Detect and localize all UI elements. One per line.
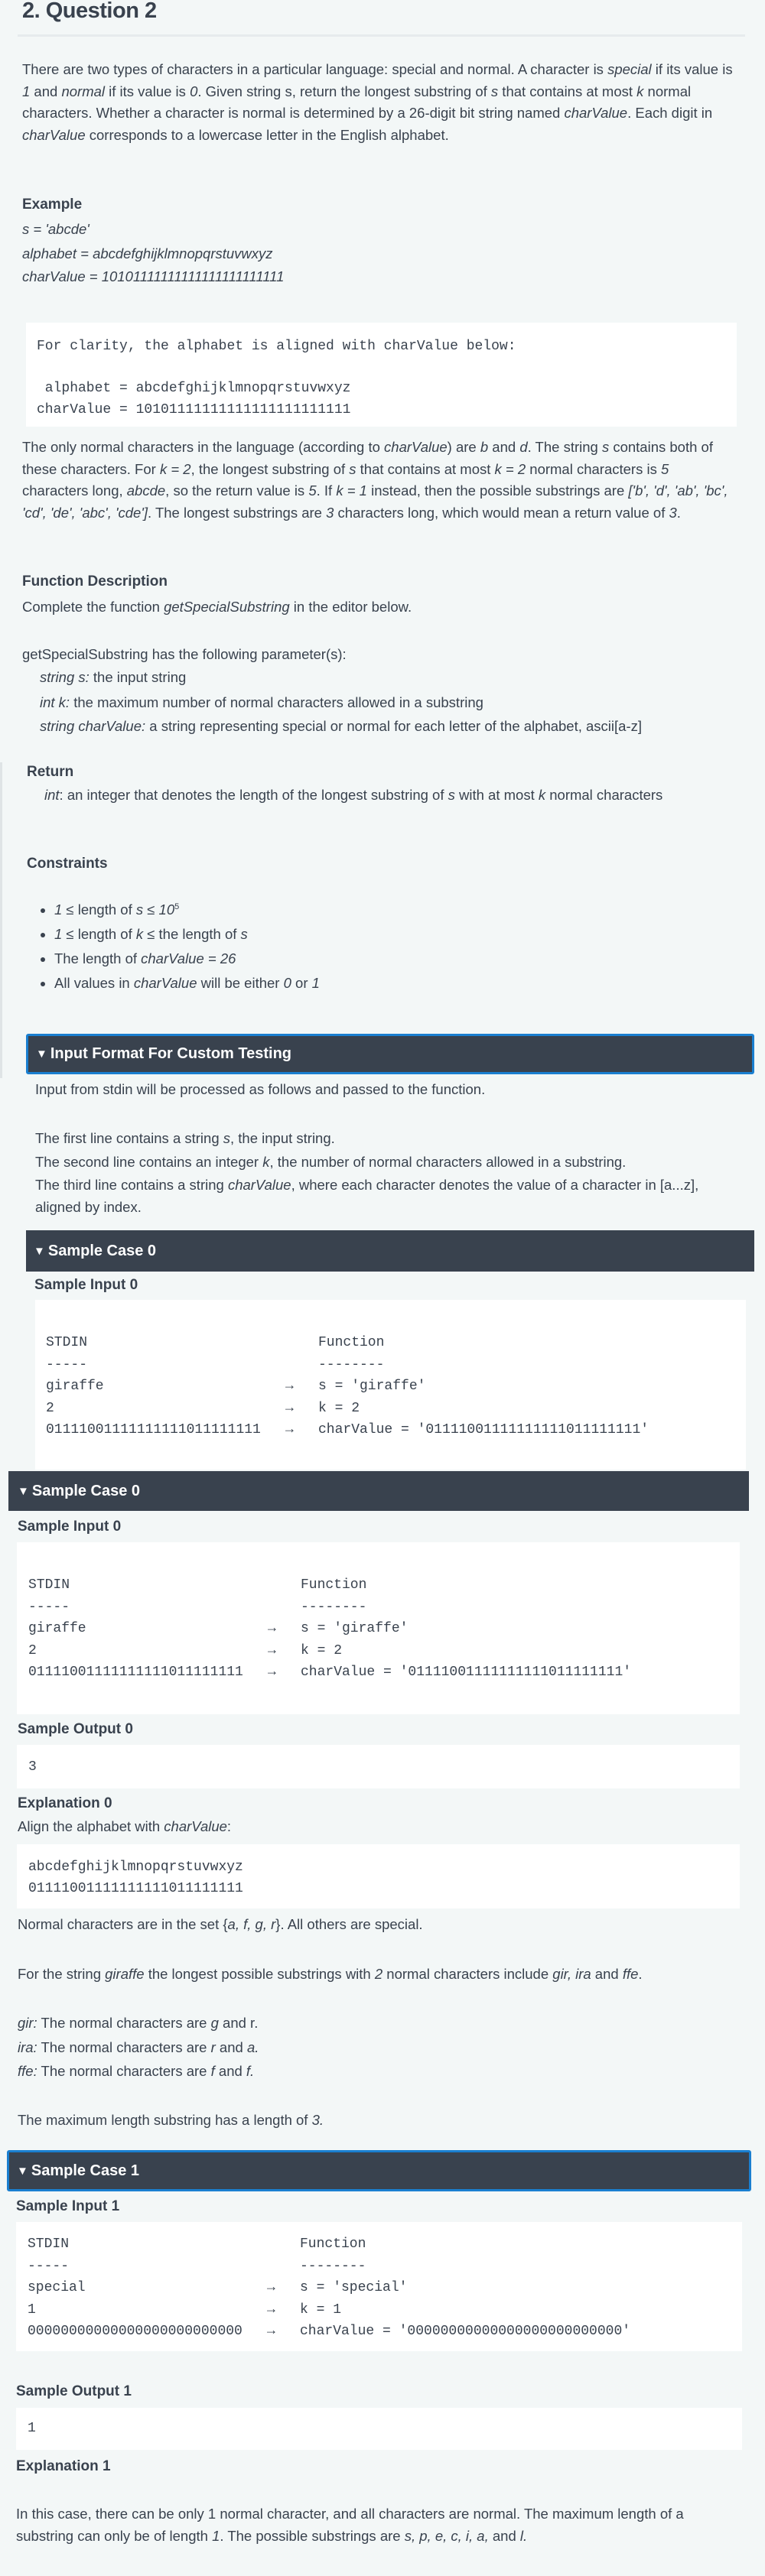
text-segment: if its value is xyxy=(105,83,190,99)
text-segment: 3. xyxy=(311,2112,324,2128)
constraint-item xyxy=(54,922,320,947)
text-segment: . The string xyxy=(527,439,602,455)
text-segment: special xyxy=(607,61,652,77)
text-segment: charValue xyxy=(227,1177,291,1193)
function-header: Function xyxy=(300,2237,366,2252)
arrow-icon: → xyxy=(268,1621,276,1636)
text-segment: s xyxy=(240,926,248,943)
text-segment: that contains at most xyxy=(498,83,637,99)
explanation-details xyxy=(18,2011,259,2084)
text-segment: 5 xyxy=(660,460,669,477)
detail-gir xyxy=(18,2011,259,2035)
text-segment: f xyxy=(210,2063,215,2079)
stdin-function-table xyxy=(28,1574,631,1684)
input-format-lines xyxy=(35,1126,747,1218)
text-segment: charValue = 26 xyxy=(141,950,236,967)
arrow-icon: → xyxy=(268,1665,276,1680)
text-segment: s xyxy=(448,787,455,803)
normal-set-text xyxy=(18,1914,423,1936)
text-segment: , so the return value is xyxy=(165,482,309,499)
stdin-value: 01111001111111111011111111 xyxy=(28,1665,243,1680)
constraint-item xyxy=(54,971,320,996)
stdin-value: 00000000000000000000000000 xyxy=(28,2324,243,2339)
spacer xyxy=(268,1597,301,1619)
text-segment: g xyxy=(210,2015,219,2031)
spacer xyxy=(268,1574,301,1597)
text-segment: s, p, e, c, i, a, xyxy=(404,2527,489,2544)
text-segment: and xyxy=(215,2038,247,2055)
text-segment: The only normal characters in the language (according to xyxy=(22,439,385,455)
text-segment: f. xyxy=(246,2063,255,2079)
text-segment: The normal characters are xyxy=(37,2038,211,2055)
text-segment: the input string xyxy=(89,669,187,685)
function-value: k = 2 xyxy=(301,1642,343,1658)
text-segment: a string representing special or normal for each letter of the alphabet, ascii[a-z] xyxy=(145,718,643,735)
text-segment: corresponds to a lowercase letter in the English alphabet. xyxy=(85,127,449,144)
text-segment: . xyxy=(638,1966,643,1982)
function-header: Function xyxy=(301,1577,367,1593)
constraints-list xyxy=(27,895,320,996)
stdin-value: 01111001111111111011111111 xyxy=(46,1422,261,1437)
text-segment: characters long, which would mean a return value of xyxy=(334,505,669,521)
text-segment: s xyxy=(601,439,610,455)
sample-input-block xyxy=(35,1300,746,1470)
text-segment: gir: xyxy=(18,2015,37,2031)
text-segment: Align the alphabet with xyxy=(18,1818,164,1834)
function-value: k = 1 xyxy=(300,2302,342,2318)
spacer xyxy=(285,1354,318,1376)
text-segment: 3 xyxy=(669,505,677,521)
function-value: k = 2 xyxy=(318,1400,360,1416)
text-segment: , the input string. xyxy=(230,1130,335,1146)
text-segment: b xyxy=(480,439,489,455)
function-header: Function xyxy=(318,1335,385,1350)
text-segment: gir, ira xyxy=(552,1966,591,1982)
detail-ffe xyxy=(18,2059,259,2084)
text-segment: ira: xyxy=(18,2038,37,2055)
text-segment: and r. xyxy=(218,2015,259,2031)
text-segment: 0 xyxy=(190,83,198,99)
text-segment: string s: xyxy=(40,669,90,685)
text-segment: getSpecialSubstring xyxy=(164,599,290,615)
text-segment: normal characters. Whether a character is normal is determined by a 26-digit bit string named xyxy=(22,83,692,122)
text-segment: int k: xyxy=(40,694,70,710)
function-separator: -------- xyxy=(300,2258,366,2274)
text-segment: There are two types of characters in a particular language: special and normal. A character is xyxy=(22,61,608,77)
function-value: charValue = '01111001111111111011111111' xyxy=(318,1422,649,1437)
text-segment: and xyxy=(488,439,520,455)
text-segment: int xyxy=(44,787,60,803)
text-segment: 5 xyxy=(308,482,317,499)
text-segment: 1 xyxy=(311,975,320,992)
constraint-item xyxy=(54,947,320,971)
text-segment: characters long, xyxy=(22,482,127,499)
text-segment: and xyxy=(214,2063,246,2079)
function-value: charValue = '01111001111111111011111111' xyxy=(301,1665,632,1680)
text-segment: instead, then the possible substrings are xyxy=(366,482,629,499)
text-segment: a, f, g, r xyxy=(227,1916,276,1932)
detail-ira xyxy=(18,2035,259,2060)
triangle-down-icon: ▼ xyxy=(36,1048,47,1061)
triangle-down-icon: ▼ xyxy=(34,1244,45,1258)
text-segment: that contains at most xyxy=(356,460,495,477)
function-description-heading: Function Description xyxy=(22,573,168,590)
sample-output-heading: Sample Output 0 xyxy=(18,1721,133,1737)
arrow-icon: → xyxy=(267,2302,275,2318)
sample-output-block xyxy=(17,1745,740,1788)
text-segment: s xyxy=(490,83,499,99)
text-segment: length of xyxy=(77,926,136,943)
stdin-header: STDIN xyxy=(28,1577,70,1593)
stdin-value: special xyxy=(28,2280,86,2295)
sample-case-0-toggle[interactable] xyxy=(8,1471,749,1511)
text-segment: 2 xyxy=(374,1966,383,1982)
text-segment: charValue xyxy=(384,439,448,455)
sample-case-header: Sample Case 0 xyxy=(31,1482,141,1499)
text-segment: r xyxy=(210,2038,216,2055)
text-segment: charValue xyxy=(164,1818,227,1834)
constraint-item xyxy=(54,895,320,922)
text-segment: normal characters xyxy=(545,787,663,803)
text-segment: The second line contains an integer xyxy=(35,1154,263,1170)
explanation-text xyxy=(16,2503,743,2547)
sample-input-heading: Sample Input 0 xyxy=(34,1277,138,1293)
text-segment: and xyxy=(30,83,62,99)
function-separator: -------- xyxy=(318,1356,385,1372)
text-segment: The normal characters are xyxy=(37,2063,211,2079)
text-segment: the longest possible substrings with xyxy=(144,1966,375,1982)
text-segment: 1 ≤ xyxy=(54,926,78,943)
text-segment: k xyxy=(636,83,644,99)
function-value: s = 'giraffe' xyxy=(318,1379,426,1394)
text-segment: , where each character denotes the value of a character in [a...z], aligned by index. xyxy=(35,1177,699,1215)
text-segment: . Given string s, return the longest substring of xyxy=(197,83,491,99)
clarity-code-block xyxy=(26,323,737,427)
stdin-value: giraffe xyxy=(28,1621,86,1636)
text-segment: normal xyxy=(61,83,106,99)
align-code: abcdefghijklmnopqrstuvwxyz 01111001111111111011111111 xyxy=(28,1860,243,1896)
text-segment: : xyxy=(226,1818,232,1834)
section-left-rule xyxy=(0,762,2,1078)
page-title: 2. Question 2 xyxy=(22,0,157,23)
arrow-icon: → xyxy=(285,1379,294,1394)
param-charvalue xyxy=(22,716,741,738)
triangle-down-icon: ▼ xyxy=(18,1484,29,1498)
stdin-value: 1 xyxy=(28,2302,36,2318)
text-segment: . The longest substrings are xyxy=(148,505,327,521)
text-segment: normal characters is xyxy=(526,460,661,477)
text-segment: ffe: xyxy=(18,2063,37,2079)
text-segment: length of xyxy=(77,901,136,918)
sample-case-header: Sample Case 1 xyxy=(31,2162,140,2179)
example-alphabet: alphabet = abcdefghijklmnopqrstuvwxyz xyxy=(22,245,273,261)
text-segment: k = 2 xyxy=(494,460,526,477)
input-line-2 xyxy=(35,1150,747,1174)
example-explanation xyxy=(22,437,737,525)
text-segment: . The possible substrings are xyxy=(220,2527,405,2544)
input-format-toggle[interactable] xyxy=(26,1034,754,1074)
function-description-text xyxy=(22,596,412,619)
stdin-header: STDIN xyxy=(46,1335,88,1350)
text-segment: k = 1 xyxy=(336,482,367,499)
text-segment: 1 xyxy=(22,83,31,99)
example-charvalue: charValue = 10101111111111111111111111 xyxy=(22,268,285,284)
text-segment: The third line contains a string xyxy=(35,1177,228,1193)
sample-input-block xyxy=(17,1542,740,1714)
text-segment: if its value is xyxy=(651,61,733,77)
example-s: s = 'abcde' xyxy=(22,221,90,237)
arrow-icon: → xyxy=(267,2280,275,2295)
text-segment: In this case, there can be only 1 normal character, and all characters are normal. The maximum length of a substring can only be of length xyxy=(16,2506,684,2544)
text-segment: or xyxy=(291,975,312,992)
sample-output-block xyxy=(16,2408,742,2450)
return-heading: Return xyxy=(27,764,74,780)
sample-output-value: 1 xyxy=(28,2421,36,2436)
function-value: charValue = '00000000000000000000000000' xyxy=(300,2324,631,2339)
sample-input-block xyxy=(16,2222,742,2351)
text-segment: . If xyxy=(316,482,337,499)
sample-case-1-toggle[interactable] xyxy=(7,2150,751,2191)
param-s xyxy=(22,667,741,689)
arrow-icon: → xyxy=(285,1400,294,1416)
param-k xyxy=(22,692,741,714)
stdin-header: STDIN xyxy=(28,2237,70,2252)
text-segment: string charValue: xyxy=(40,718,146,735)
text-segment: in the editor below. xyxy=(289,599,412,615)
return-text xyxy=(27,784,715,807)
text-segment: , the longest substring of xyxy=(190,460,350,477)
text-segment: abcde xyxy=(126,482,166,499)
text-segment: l. xyxy=(519,2527,528,2544)
sample-case-header: Sample Case 0 xyxy=(47,1242,157,1259)
sample-output-heading: Sample Output 1 xyxy=(16,2383,132,2399)
explanation-heading: Explanation 1 xyxy=(16,2458,111,2474)
params-list xyxy=(22,667,741,738)
stdin-value: giraffe xyxy=(46,1379,104,1394)
text-segment: will be either xyxy=(197,975,284,992)
text-segment: 5 xyxy=(174,902,180,911)
text-segment: . Each digit in xyxy=(627,105,713,122)
text-segment: All values in xyxy=(54,975,134,992)
text-segment: Normal characters are in the set { xyxy=(18,1916,228,1932)
spacer xyxy=(267,2233,300,2256)
text-segment: charValue xyxy=(22,127,86,144)
text-segment: s ≤ 10 xyxy=(135,901,175,918)
text-segment: k = 2 xyxy=(159,460,191,477)
function-separator: -------- xyxy=(301,1599,367,1615)
constraints-heading: Constraints xyxy=(27,856,108,872)
input-format-header: Input Format For Custom Testing xyxy=(50,1045,292,1062)
text-segment: 1 xyxy=(212,2527,220,2544)
text-segment: : an integer that denotes the length of the longest substring of xyxy=(59,787,448,803)
conclusion-text xyxy=(18,2110,324,2132)
stdin-value: 2 xyxy=(28,1642,37,1658)
function-value: s = 'giraffe' xyxy=(301,1621,409,1636)
text-segment: The first line contains a string xyxy=(35,1130,223,1146)
text-segment: The length of xyxy=(54,950,142,967)
clarity-code: For clarity, the alphabet is aligned with charValue below: alphabet = abcdefghijklmnopqrstuvwxyz charValue = 10101111111111111111111111 xyxy=(37,339,516,417)
for-string-text xyxy=(18,1963,729,1986)
text-segment: giraffe xyxy=(105,1966,145,1982)
function-value: s = 'special' xyxy=(300,2280,408,2295)
arrow-icon: → xyxy=(267,2324,275,2339)
stdin-function-table xyxy=(28,2233,630,2343)
title-divider xyxy=(18,34,745,37)
text-segment: the maximum number of normal characters allowed in a substring xyxy=(70,694,483,710)
params-intro: getSpecialSubstring has the following parameter(s): xyxy=(22,646,347,662)
text-segment: charValue xyxy=(133,975,197,992)
stdin-function-table xyxy=(46,1332,649,1441)
sample-case-0-toggle-nested[interactable] xyxy=(26,1230,754,1272)
arrow-icon: → xyxy=(285,1422,294,1437)
sample-input-heading: Sample Input 1 xyxy=(16,2198,120,2214)
text-segment: s xyxy=(223,1130,230,1146)
text-segment: For the string xyxy=(18,1966,106,1982)
sample-input-heading: Sample Input 0 xyxy=(18,1519,122,1535)
text-segment: . xyxy=(676,505,681,521)
text-segment: 0 xyxy=(283,975,291,992)
text-segment: }. All others are special. xyxy=(275,1916,423,1932)
stdin-separator: ----- xyxy=(28,2258,70,2274)
example-heading: Example xyxy=(22,197,83,213)
input-line-1 xyxy=(35,1126,747,1150)
text-segment: d xyxy=(519,439,528,455)
text-segment: , the number of normal characters allowed in a substring. xyxy=(269,1154,627,1170)
spacer xyxy=(267,2256,300,2278)
text-segment: a. xyxy=(246,2038,259,2055)
text-segment: with at most xyxy=(454,787,539,803)
text-segment: The maximum length substring has a length of xyxy=(18,2112,312,2128)
text-segment: k xyxy=(262,1154,270,1170)
text-segment: 1 ≤ xyxy=(54,901,78,918)
input-format-intro: Input from stdin will be processed as follows and passed to the function. xyxy=(35,1081,486,1097)
text-segment: ffe xyxy=(622,1966,639,1982)
text-segment: Complete the function xyxy=(22,599,164,615)
input-line-3 xyxy=(35,1174,747,1218)
text-segment: and xyxy=(591,1966,623,1982)
text-segment: charValue xyxy=(564,105,628,122)
problem-statement xyxy=(22,59,734,147)
stdin-separator: ----- xyxy=(28,1599,70,1615)
text-segment: ) are xyxy=(447,439,480,455)
triangle-down-icon: ▼ xyxy=(17,2164,28,2178)
sample-output-value: 3 xyxy=(28,1759,37,1775)
text-segment: 3 xyxy=(326,505,334,521)
stdin-value: 2 xyxy=(46,1400,54,1416)
text-segment: k ≤ xyxy=(135,926,159,943)
text-segment: the length of xyxy=(158,926,241,943)
text-segment: s xyxy=(349,460,356,477)
stdin-separator: ----- xyxy=(46,1356,88,1372)
explanation-heading: Explanation 0 xyxy=(18,1795,112,1811)
text-segment: and xyxy=(488,2527,520,2544)
text-segment: k xyxy=(538,787,546,803)
align-text xyxy=(18,1816,231,1838)
text-segment: The normal characters are xyxy=(37,2015,211,2031)
spacer xyxy=(285,1332,318,1354)
text-segment: ['b', 'd', 'ab', 'bc', 'cd', 'de', 'abc', 'cde'] xyxy=(22,482,728,521)
arrow-icon: → xyxy=(268,1642,276,1658)
text-segment: contains both of these characters. For xyxy=(22,439,713,477)
align-code-block xyxy=(17,1844,740,1908)
text-segment: normal characters include xyxy=(382,1966,553,1982)
